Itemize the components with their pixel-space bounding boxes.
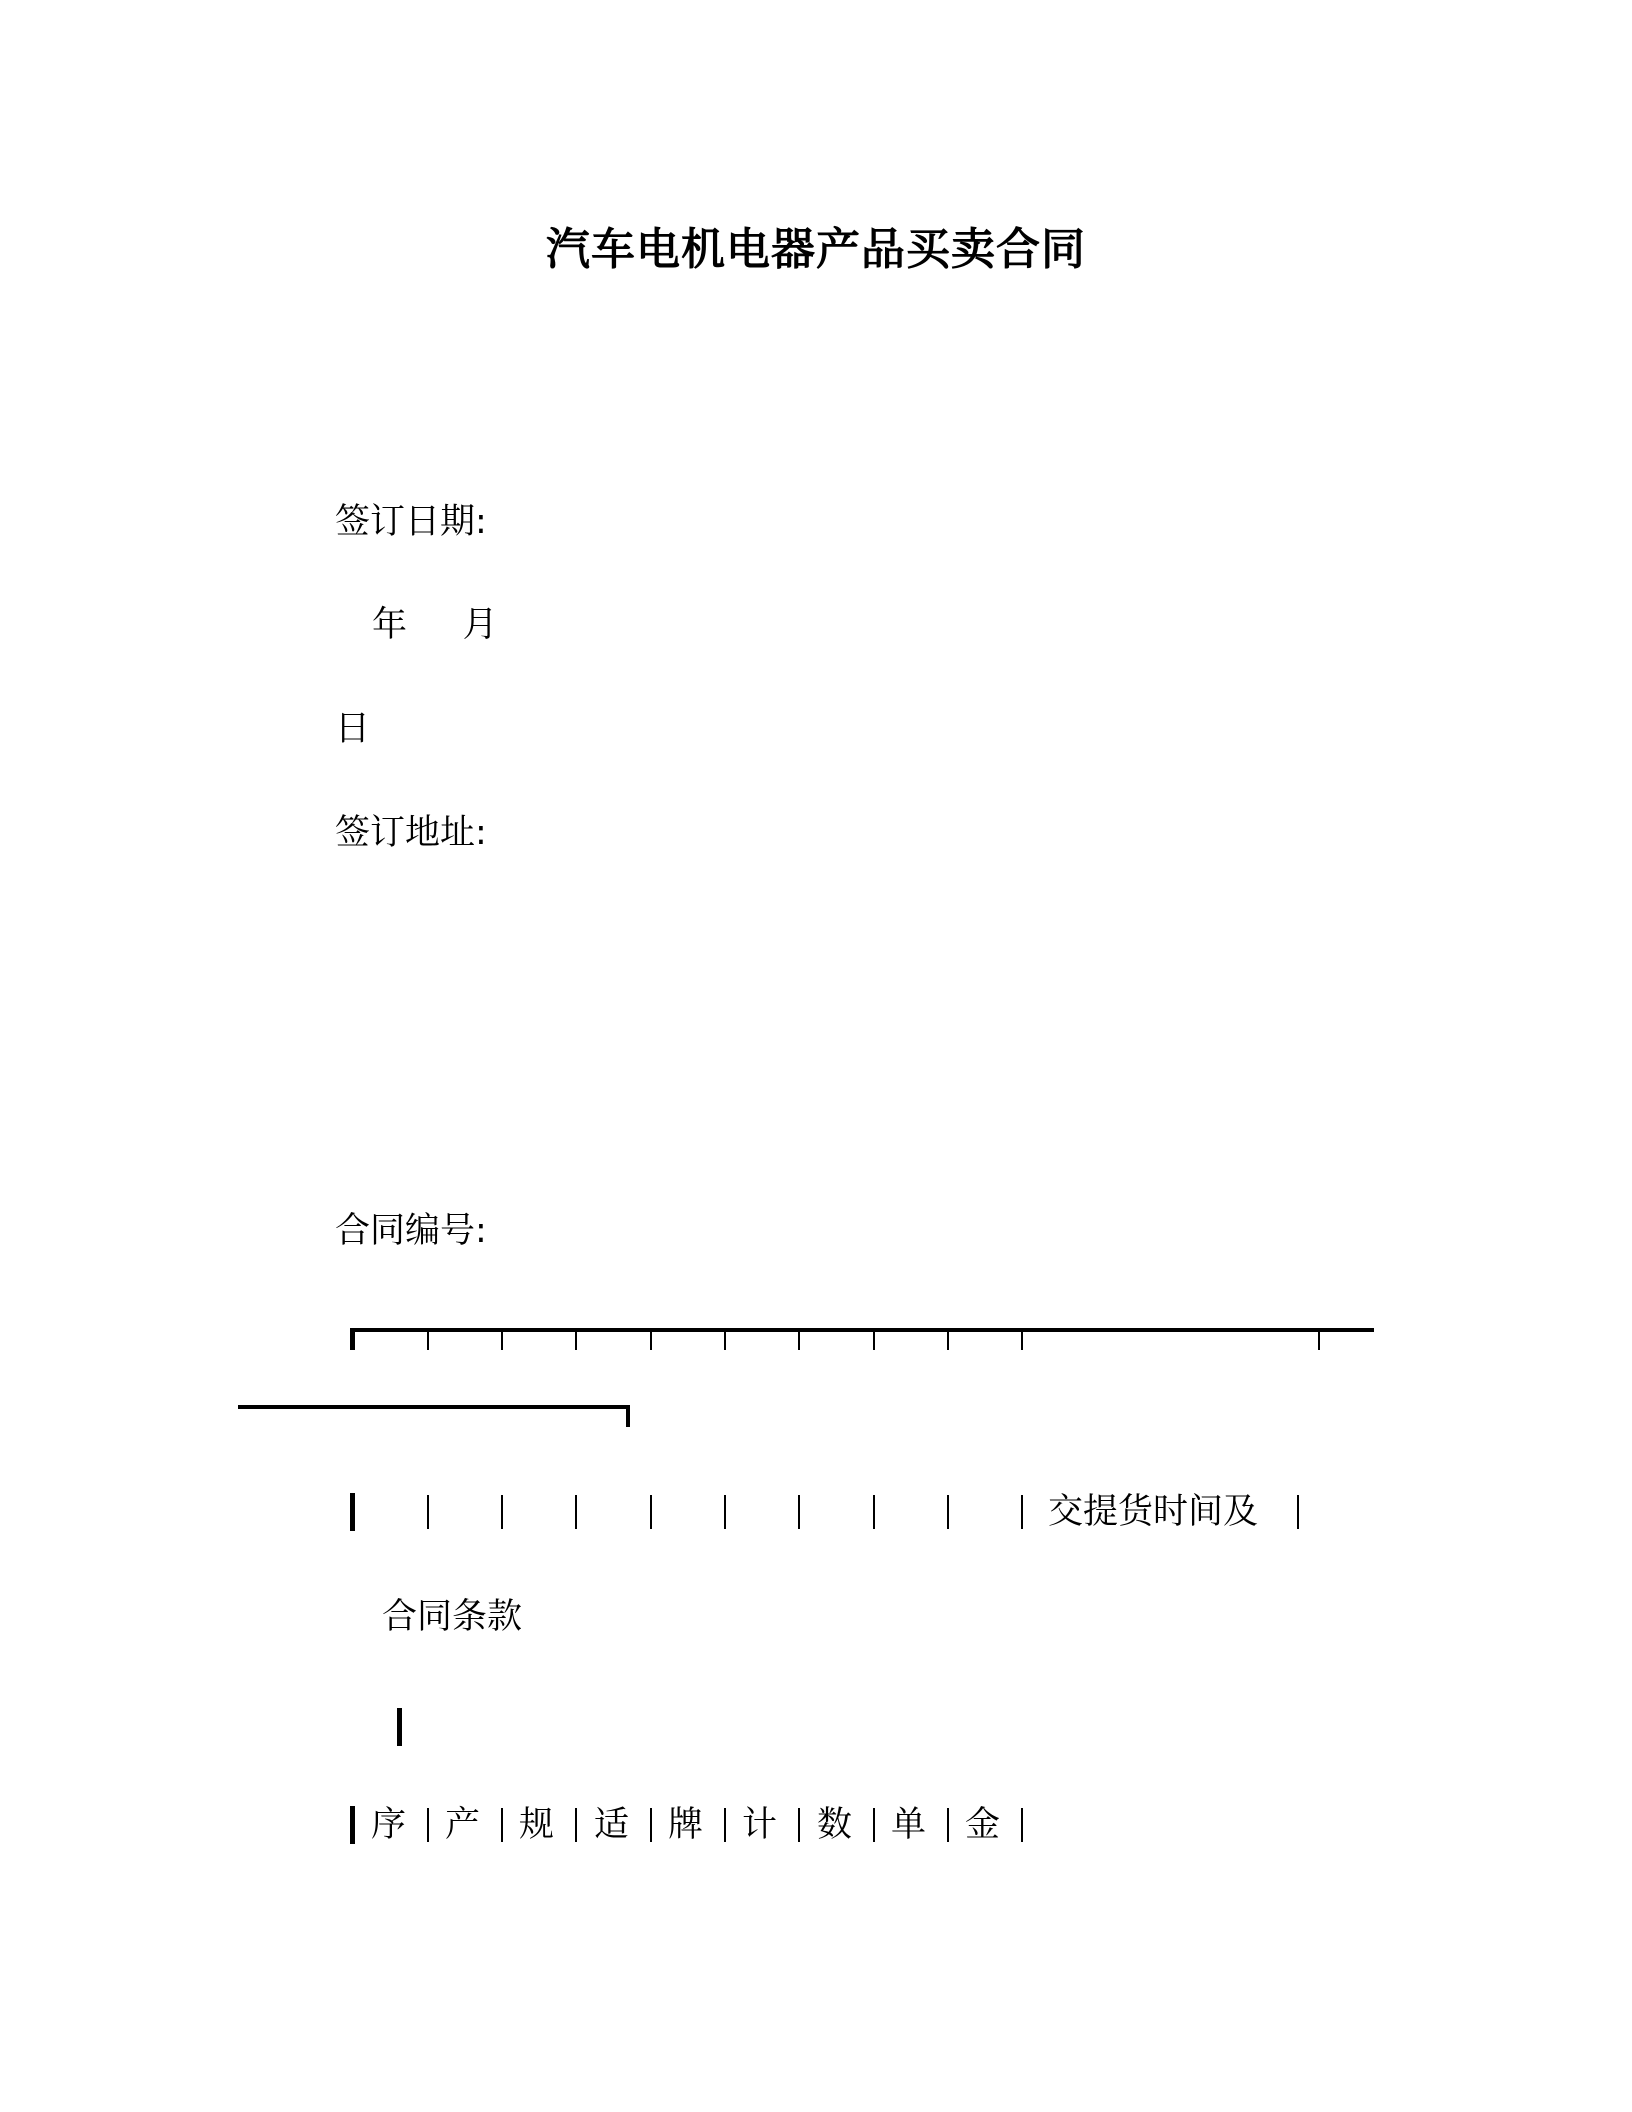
table-marker <box>397 1708 402 1746</box>
contract-no-label: 合同编号: <box>335 1211 487 1251</box>
header-cell: 适 <box>594 1805 630 1845</box>
header-cell: 规 <box>519 1805 555 1845</box>
header-cell: 金 <box>965 1805 1001 1845</box>
header-cell: 计 <box>742 1805 778 1845</box>
header-cell: 单 <box>891 1805 927 1845</box>
clauses-label: 合同条款 <box>382 1597 523 1637</box>
header-cell: 牌 <box>668 1805 704 1845</box>
document-title: 汽车电机电器产品买卖合同 <box>546 224 1086 275</box>
date-day: 日 <box>335 709 371 749</box>
delivery-header: 交提货时间及 <box>1048 1492 1259 1532</box>
sign-address-label: 签订地址: <box>335 813 487 853</box>
header-cell: 序 <box>371 1805 407 1845</box>
date-year-month: 年 月 <box>372 605 498 645</box>
header-cell: 产 <box>445 1805 481 1845</box>
sign-date-label: 签订日期: <box>335 502 487 542</box>
header-cell: 数 <box>817 1805 853 1845</box>
